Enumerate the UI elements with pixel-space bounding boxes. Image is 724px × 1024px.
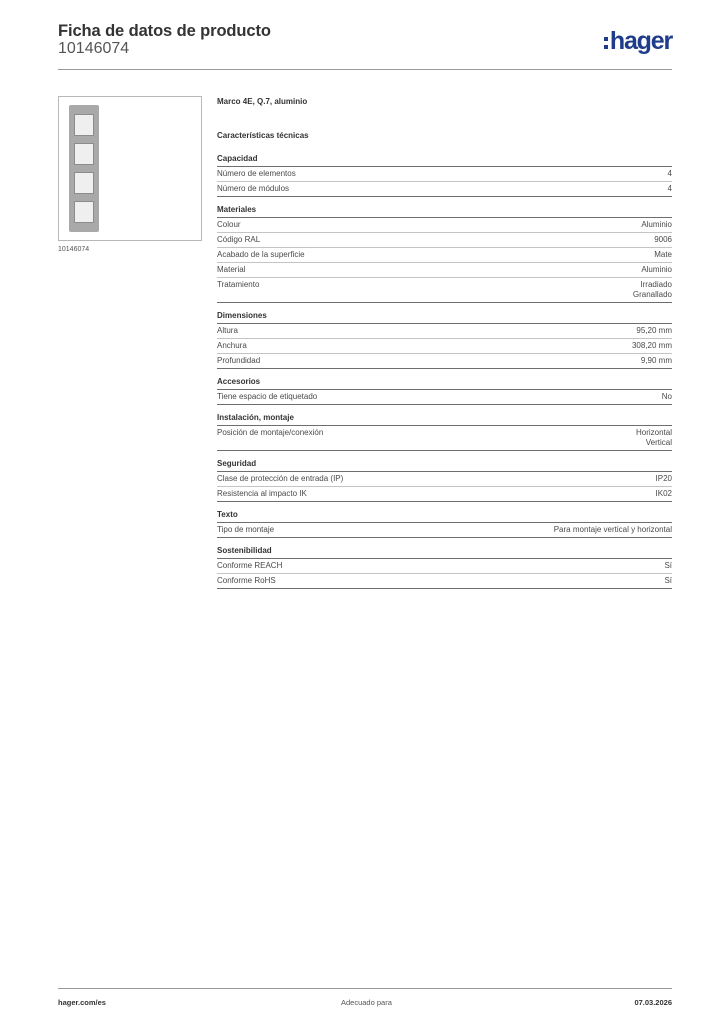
spec-label: Tiene espacio de etiquetado — [217, 392, 318, 401]
spec-row — [217, 472, 672, 487]
section-title: Sostenibilidad — [217, 546, 672, 559]
frame-slot — [74, 143, 94, 165]
spec-row — [217, 487, 672, 502]
spec-row — [217, 218, 672, 233]
spec-section — [217, 205, 672, 303]
frame-slot — [74, 172, 94, 194]
frame-4-gang-image — [69, 105, 99, 232]
spec-label: Profundidad — [217, 356, 261, 365]
spec-label: Número de módulos — [217, 184, 290, 193]
spec-value: Aluminio — [641, 220, 672, 229]
spec-row — [217, 426, 672, 451]
section-title: Materiales — [217, 205, 672, 218]
product-code: 10146074 — [58, 40, 130, 57]
page-header — [58, 22, 672, 70]
section-title: Capacidad — [217, 154, 672, 167]
spec-row — [217, 233, 672, 248]
spec-value: 4 — [667, 184, 672, 193]
spec-value: Mate — [654, 250, 672, 259]
spec-value: 9,90 mm — [640, 356, 672, 365]
spec-row — [217, 167, 672, 182]
spec-row — [217, 354, 672, 369]
spec-value: Horizontal Vertical — [635, 428, 672, 447]
spec-value: Sí — [664, 576, 672, 585]
spec-row — [217, 182, 672, 197]
spec-row — [217, 248, 672, 263]
logo-text: hager — [609, 26, 672, 55]
spec-section — [217, 377, 672, 405]
spec-row — [217, 390, 672, 405]
spec-section — [217, 413, 672, 451]
spec-label: Clase de protección de entrada (IP) — [217, 474, 344, 483]
logo-colon-icon — [604, 37, 608, 49]
spec-label: Material — [217, 265, 246, 274]
product-name: Marco 4E, Q.7, aluminio — [217, 97, 308, 106]
spec-value: IK02 — [655, 489, 672, 498]
footer-center-text: Adecuado para — [341, 998, 392, 1007]
spec-label: Tratamiento — [217, 280, 260, 289]
spec-section — [217, 546, 672, 589]
footer-website: hager.com/es — [58, 998, 106, 1007]
spec-row — [217, 574, 672, 589]
spec-label: Tipo de montaje — [217, 525, 275, 534]
spec-row — [217, 339, 672, 354]
spec-label: Número de elementos — [217, 169, 296, 178]
spec-label: Conforme RoHS — [217, 576, 276, 585]
frame-slot — [74, 114, 94, 136]
spec-value: Aluminio — [641, 265, 672, 274]
spec-row — [217, 263, 672, 278]
spec-row — [217, 523, 672, 538]
spec-section — [217, 311, 672, 369]
product-image — [58, 96, 202, 241]
spec-row — [217, 559, 672, 574]
spec-section — [217, 459, 672, 502]
section-title: Instalación, montaje — [217, 413, 672, 426]
spec-value: 9006 — [654, 235, 672, 244]
spec-label: Código RAL — [217, 235, 261, 244]
spec-row — [217, 324, 672, 339]
spec-sections — [217, 154, 672, 589]
spec-value: 4 — [667, 169, 672, 178]
spec-section — [217, 154, 672, 197]
spec-value: Sí — [664, 561, 672, 570]
spec-label: Altura — [217, 326, 238, 335]
spec-value: Irradiado Granallado — [632, 280, 672, 299]
spec-label: Colour — [217, 220, 241, 229]
section-title: Seguridad — [217, 459, 672, 472]
spec-row — [217, 278, 672, 303]
spec-value: 95,20 mm — [636, 326, 672, 335]
spec-value: No — [661, 392, 672, 401]
spec-label: Conforme REACH — [217, 561, 283, 570]
document-title: Ficha de datos de producto — [58, 22, 271, 40]
spec-value: Para montaje vertical y horizontal — [553, 525, 672, 534]
product-image-caption: 10146074 — [58, 246, 90, 253]
hager-logo — [604, 26, 672, 56]
spec-label: Anchura — [217, 341, 247, 350]
spec-label: Acabado de la superficie — [217, 250, 305, 259]
spec-content — [217, 96, 672, 597]
section-title: Accesorios — [217, 377, 672, 390]
spec-value: 308,20 mm — [631, 341, 672, 350]
page-footer — [58, 988, 672, 1012]
spec-label: Resistencia al impacto IK — [217, 489, 307, 498]
spec-label: Posición de montaje/conexión — [217, 428, 324, 437]
section-title: Texto — [217, 510, 672, 523]
technical-characteristics-title: Características técnicas — [217, 131, 309, 140]
spec-value: IP20 — [655, 474, 672, 483]
footer-date: 07.03.2026 — [634, 998, 672, 1007]
section-title: Dimensiones — [217, 311, 672, 324]
spec-section — [217, 510, 672, 538]
frame-slot — [74, 201, 94, 223]
